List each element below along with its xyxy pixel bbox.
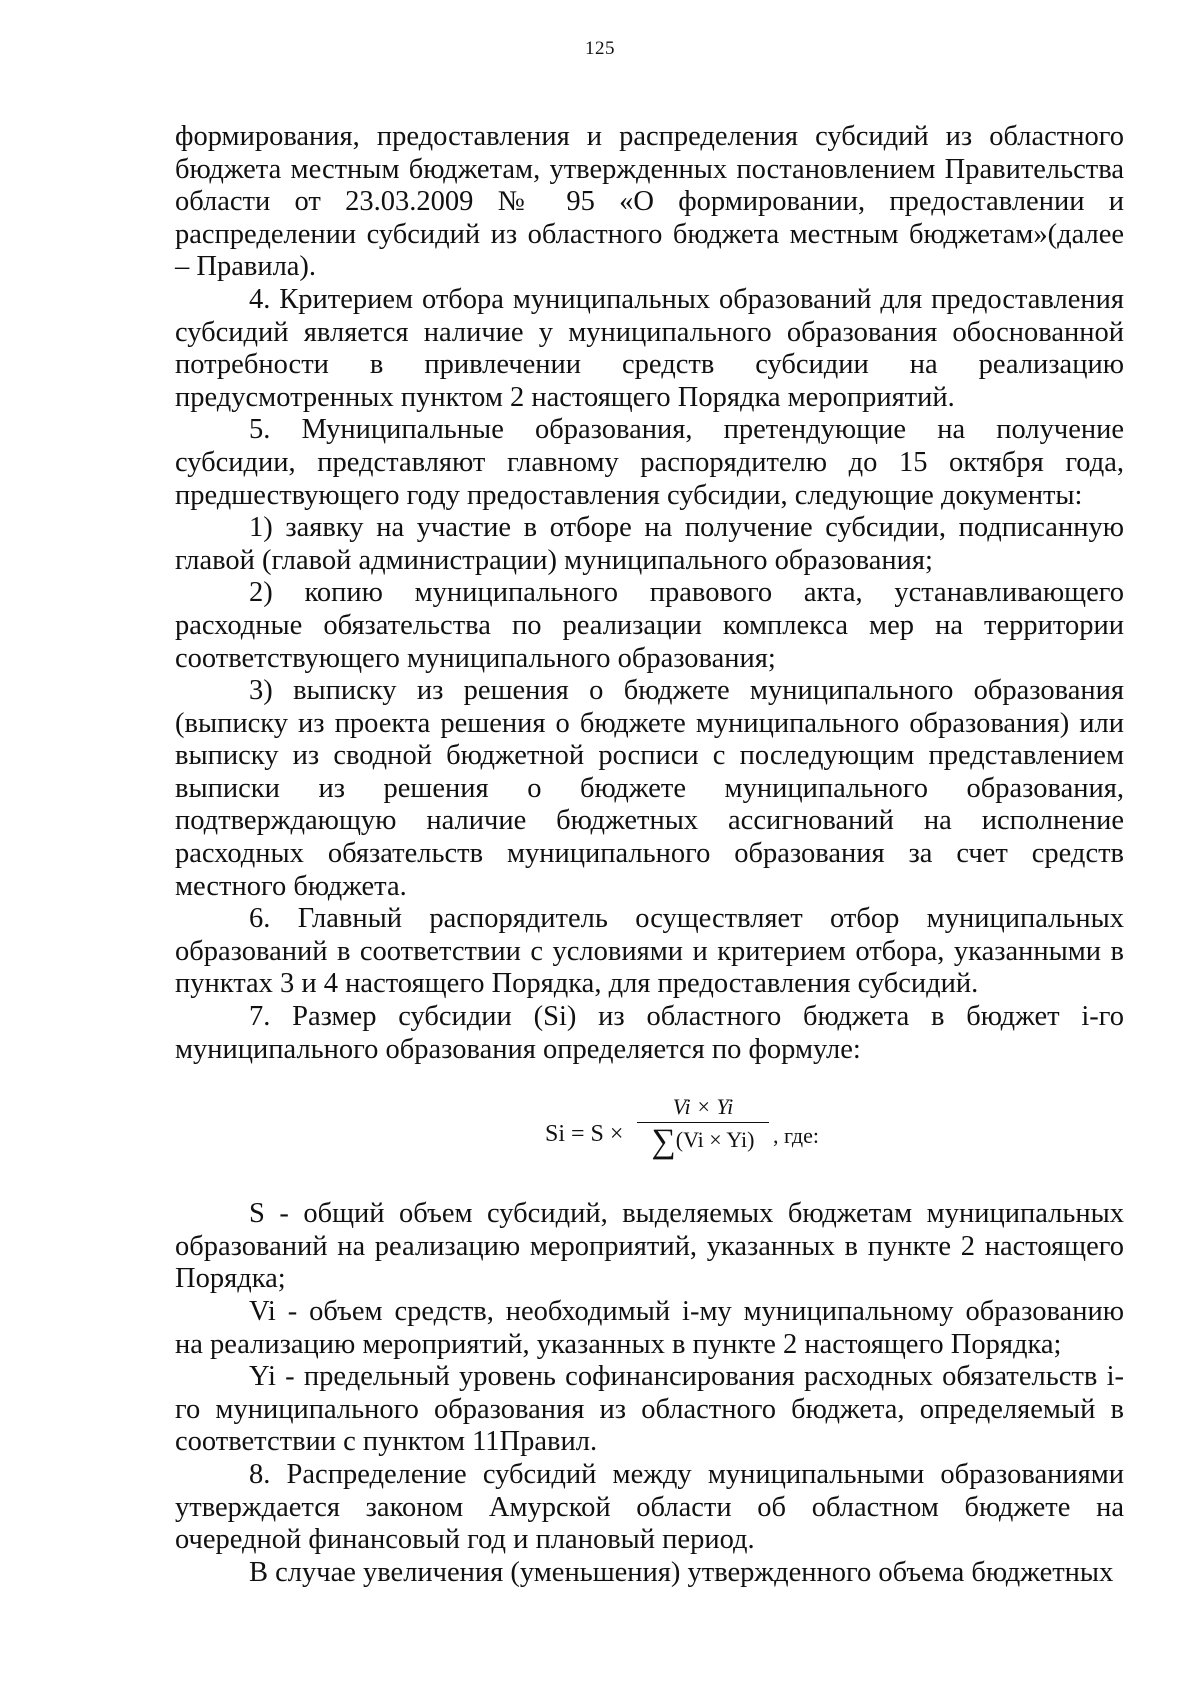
paragraph: 5. Муниципальные образования, претендующие на получение субсидии, представляют главному распорядителю до 15 октября года, предшествующего году предоставления субсидии, следующие документы:	[175, 414, 1124, 511]
sigma-symbol: ∑	[651, 1123, 676, 1161]
document-body	[175, 121, 1124, 1589]
paragraph: 1) заявку на участие в отборе на получение субсидии, подписанную главой (главой администрации) муниципального образования;	[175, 512, 1124, 576]
paragraph: Vi - объем средств, необходимый i-му муниципальному образованию на реализацию мероприятий, указанных в пункте 2 настоящего Порядка;	[175, 1296, 1124, 1360]
formula-lhs: Si = S ×	[545, 1121, 624, 1148]
paragraph: Yi - предельный уровень софинансирования расходных обязательств i-го муниципального образования из областного бюджета, определяемый в соответствии с пунктом 11Правил.	[175, 1361, 1124, 1458]
formula-numerator: Vi × Yi	[672, 1094, 734, 1120]
paragraph: формирования, предоставления и распределения субсидий из областного бюджета местным бюджетам, утвержденных постановлением Правительства области от 23.03.2009 № 95 «О формировании, предоставлении и распределении субсидий из областного бюджета местным бюджетам»(далее – Правила).	[175, 121, 1124, 283]
formula-suffix: , где:	[773, 1123, 819, 1149]
paragraph: 4. Критерием отбора муниципальных образований для предоставления субсидий является наличие у муниципального образования обоснованной потребности в привлечении средств субсидии на реализацию предусмотренных пунктом 2 настоящего Порядка мероприятий.	[175, 283, 1124, 413]
formula-denominator-wrap	[637, 1123, 769, 1161]
formula-denominator: (Vi × Yi)	[675, 1127, 755, 1153]
paragraph: В случае увеличения (уменьшения) утвержденного объема бюджетных	[249, 1556, 1114, 1588]
subsidy-formula	[175, 1080, 1124, 1186]
paragraph: 8. Распределение субсидий между муниципальными образованиями утверждается законом Амурской области об областном бюджете на очередной финансовый год и плановый период.	[175, 1458, 1124, 1556]
paragraphs-before-formula	[175, 121, 1124, 1066]
paragraph: 2) копию муниципального правового акта, устанавливающего расходные обязательства по реализации комплекса мер на территории соответствующего муниципального образования;	[175, 577, 1124, 674]
paragraph: 3) выписку из решения о бюджете муниципального образования (выписку из проекта решения о бюджете муниципального образования) или выписку из сводной бюджетной росписи с последующим представлением выписки из решения о бюджете муниципального образования, подтверждающую наличие бюджетных ассигнований на исполнение расходных обязательств муниципального образования за счет средств местного бюджета.	[175, 675, 1124, 902]
paragraph: S - общий объем субсидий, выделяемых бюджетам муниципальных образований на реализацию мероприятий, указанных в пункте 2 настоящего Порядка;	[175, 1198, 1124, 1295]
page-number: 125	[585, 38, 615, 59]
formula-fraction	[637, 1094, 769, 1161]
paragraph: 6. Главный распорядитель осуществляет отбор муниципальных образований в соответствии с условиями и критерием отбора, указанными в пунктах 3 и 4 настоящего Порядка, для предоставления субсидий.	[175, 903, 1124, 1000]
paragraph: 7. Размер субсидии (Si) из областного бюджета в бюджет i-го муниципального образования определяется по формуле:	[175, 1001, 1124, 1065]
paragraphs-after-formula	[175, 1198, 1124, 1589]
